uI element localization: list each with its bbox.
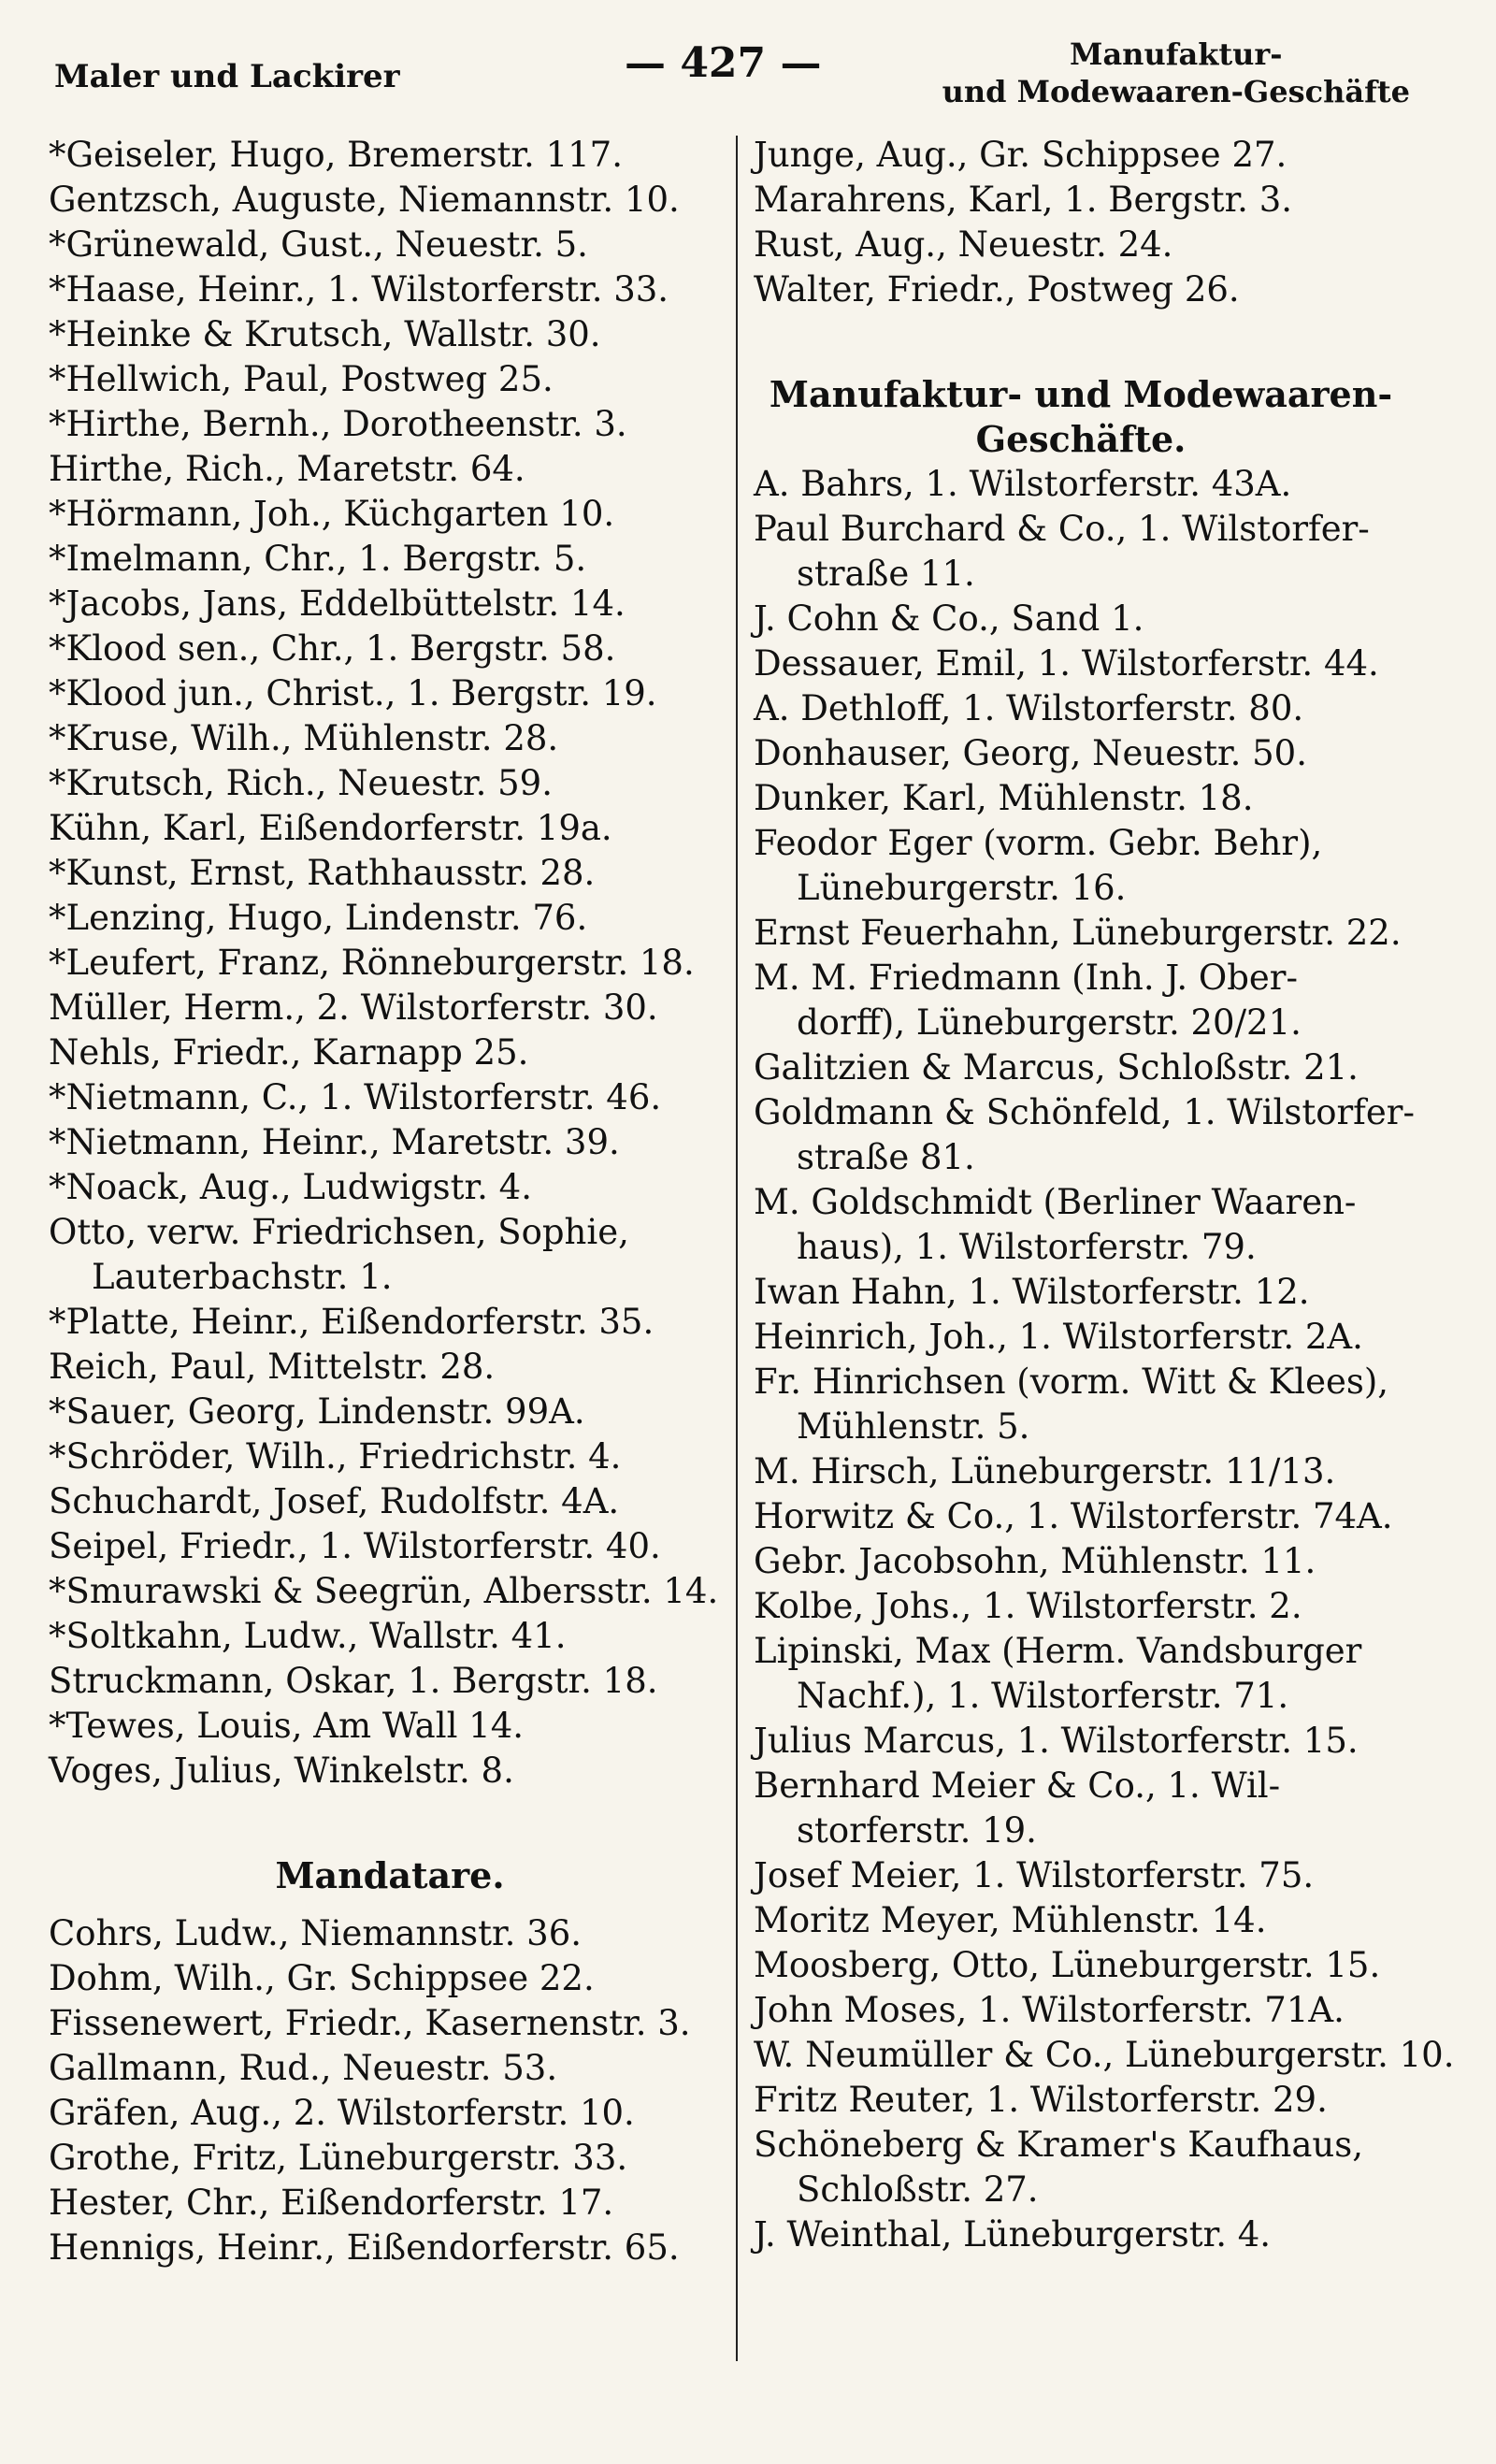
list-item-continuation: Lauterbachstr. 1. [92, 1257, 393, 1297]
running-header-right-line2: und Modewaaren-Geschäfte [942, 74, 1410, 109]
mandatare-list [49, 1911, 731, 2270]
list-item: Gräfen, Aug., 2. Wilstorferstr. 10. [49, 2093, 635, 2133]
list-item: Heinrich, Joh., 1. Wilstorferstr. 2A. [754, 1317, 1363, 1357]
column-divider [736, 136, 738, 2361]
list-item: Junge, Aug., Gr. Schippsee 27. [754, 135, 1287, 175]
list-item: J. Weinthal, Lüneburgerstr. 4. [754, 2214, 1272, 2255]
left-column [49, 133, 731, 2270]
list-item: *Haase, Heinr., 1. Wilstorferstr. 33. [49, 269, 669, 310]
list-item: Hester, Chr., Eißendorferstr. 17. [49, 2183, 614, 2223]
list-item: Hirthe, Rich., Maretstr. 64. [49, 449, 525, 489]
list-item: Fr. Hinrichsen (vorm. Witt & Klees), [754, 1362, 1389, 1402]
list-item: Moosberg, Otto, Lüneburgerstr. 15. [754, 1945, 1381, 1985]
list-item: Dohm, Wilh., Gr. Schippsee 22. [49, 1958, 595, 1998]
list-item: Goldmann & Schönfeld, 1. Wilstorfer- [754, 1092, 1415, 1132]
list-item: Kolbe, Johs., 1. Wilstorferstr. 2. [754, 1586, 1302, 1626]
list-item: Struckmann, Oskar, 1. Bergstr. 18. [49, 1661, 658, 1701]
list-item: Hennigs, Heinr., Eißendorferstr. 65. [49, 2227, 680, 2268]
list-item: W. Neumüller & Co., Lüneburgerstr. 10. [754, 2035, 1455, 2075]
list-item: *Hörmann, Joh., Küchgarten 10. [49, 494, 615, 534]
list-item: Iwan Hahn, 1. Wilstorferstr. 12. [754, 1272, 1310, 1312]
list-item: Ernst Feuerhahn, Lüneburgerstr. 22. [754, 913, 1402, 953]
list-item: *Jacobs, Jans, Eddelbüttelstr. 14. [49, 584, 626, 624]
list-item: Cohrs, Ludw., Niemannstr. 36. [49, 1913, 583, 1953]
list-item: *Sauer, Georg, Lindenstr. 99A. [49, 1391, 585, 1432]
list-item-continuation: haus), 1. Wilstorferstr. 79. [797, 1227, 1257, 1267]
list-item: Gallmann, Rud., Neuestr. 53. [49, 2048, 558, 2088]
painters-list-continued [754, 133, 1408, 312]
list-item: Fritz Reuter, 1. Wilstorferstr. 29. [754, 2080, 1328, 2120]
list-item: Schöneberg & Kramer's Kaufhaus, [754, 2125, 1363, 2165]
section-heading-line2: Geschäfte. [975, 418, 1187, 460]
list-item: Marahrens, Karl, 1. Bergstr. 3. [754, 180, 1293, 220]
list-item: Voges, Julius, Winkelstr. 8. [49, 1751, 514, 1791]
list-item-continuation: dorff), Lüneburgerstr. 20/21. [797, 1002, 1302, 1043]
list-item-continuation: Lüneburgerstr. 16. [797, 868, 1127, 908]
list-item-continuation: Schloßstr. 27. [797, 2169, 1039, 2210]
list-item: Gebr. Jacobsohn, Mühlenstr. 11. [754, 1541, 1316, 1581]
list-item: Müller, Herm., 2. Wilstorferstr. 30. [49, 987, 658, 1028]
list-item: M. M. Friedmann (Inh. J. Ober- [754, 958, 1298, 998]
list-item: *Leufert, Franz, Rönneburgerstr. 18. [49, 943, 695, 983]
shops-list [754, 462, 1455, 2257]
list-item: Horwitz & Co., 1. Wilstorferstr. 74A. [754, 1496, 1393, 1536]
list-item: *Hellwich, Paul, Postweg 25. [49, 359, 554, 399]
list-item: *Smurawski & Seegrün, Albersstr. 14. [49, 1571, 719, 1611]
painters-list [49, 133, 731, 1794]
list-item: A. Bahrs, 1. Wilstorferstr. 43A. [754, 464, 1292, 504]
list-item: *Klood sen., Chr., 1. Bergstr. 58. [49, 628, 616, 669]
list-item: *Noack, Aug., Ludwigstr. 4. [49, 1167, 532, 1207]
list-item: *Hirthe, Bernh., Dorotheenstr. 3. [49, 404, 627, 444]
list-item: John Moses, 1. Wilstorferstr. 71A. [754, 1990, 1345, 2030]
list-item-continuation: straße 81. [797, 1137, 975, 1177]
list-item: J. Cohn & Co., Sand 1. [754, 598, 1144, 639]
right-column [754, 133, 1455, 2257]
list-item: Galitzien & Marcus, Schloßstr. 21. [754, 1047, 1359, 1088]
list-item: Paul Burchard & Co., 1. Wilstorfer- [754, 509, 1370, 549]
list-item: M. Hirsch, Lüneburgerstr. 11/13. [754, 1451, 1336, 1491]
list-item: Kühn, Karl, Eißendorferstr. 19a. [49, 808, 612, 848]
list-item: Reich, Paul, Mittelstr. 28. [49, 1347, 496, 1387]
list-item: Fissenewert, Friedr., Kasernenstr. 3. [49, 2003, 691, 2043]
list-item: Julius Marcus, 1. Wilstorferstr. 15. [754, 1721, 1359, 1761]
list-item: A. Dethloff, 1. Wilstorferstr. 80. [754, 688, 1304, 728]
list-item: *Tewes, Louis, Am Wall 14. [49, 1706, 525, 1746]
list-item: *Platte, Heinr., Eißendorferstr. 35. [49, 1302, 654, 1342]
list-item: Donhauser, Georg, Neuestr. 50. [754, 733, 1307, 773]
list-item-continuation: storferstr. 19. [797, 1810, 1037, 1851]
section-heading-mandatare: Mandatare. [275, 1854, 505, 1896]
list-item: *Krutsch, Rich., Neuestr. 59. [49, 763, 553, 803]
list-item: *Klood jun., Christ., 1. Bergstr. 19. [49, 673, 657, 713]
list-item: *Grünewald, Gust., Neuestr. 5. [49, 224, 588, 265]
list-item-continuation: Nachf.), 1. Wilstorferstr. 71. [797, 1676, 1289, 1716]
list-item: Feodor Eger (vorm. Gebr. Behr), [754, 823, 1323, 863]
running-header-left: Maler und Lackirer [54, 58, 400, 95]
list-item: *Imelmann, Chr., 1. Bergstr. 5. [49, 539, 587, 579]
list-item: *Heinke & Krutsch, Wallstr. 30. [49, 314, 601, 354]
section-heading-line1: Manufaktur- und Modewaaren- [769, 373, 1393, 415]
list-item: *Lenzing, Hugo, Lindenstr. 76. [49, 898, 588, 938]
page-number: — 427 — [625, 39, 822, 87]
list-item: Dunker, Karl, Mühlenstr. 18. [754, 778, 1254, 818]
list-item: Grothe, Fritz, Lüneburgerstr. 33. [49, 2138, 628, 2178]
list-item: Seipel, Friedr., 1. Wilstorferstr. 40. [49, 1526, 661, 1566]
list-item: Gentzsch, Auguste, Niemannstr. 10. [49, 180, 680, 220]
list-item: Dessauer, Emil, 1. Wilstorferstr. 44. [754, 643, 1379, 684]
list-item: M. Goldschmidt (Berliner Waaren- [754, 1182, 1357, 1222]
list-item: Josef Meier, 1. Wilstorferstr. 75. [754, 1855, 1315, 1895]
running-header-right-line1: Manufaktur- [1070, 36, 1283, 72]
list-item: *Schröder, Wilh., Friedrichstr. 4. [49, 1436, 622, 1477]
list-item: *Nietmann, Heinr., Maretstr. 39. [49, 1122, 620, 1162]
list-item: Moritz Meyer, Mühlenstr. 14. [754, 1900, 1267, 1940]
list-item: *Kunst, Ernst, Rathhausstr. 28. [49, 853, 596, 893]
section-heading-manufaktur [754, 372, 1408, 462]
list-item: Walter, Friedr., Postweg 26. [754, 269, 1240, 310]
list-item: Schuchardt, Josef, Rudolfstr. 4A. [49, 1481, 620, 1521]
list-item: *Soltkahn, Ludw., Wallstr. 41. [49, 1616, 567, 1656]
running-header-right [942, 36, 1410, 110]
list-item: Otto, verw. Friedrichsen, Sophie, [49, 1212, 629, 1252]
list-item-continuation: straße 11. [797, 554, 975, 594]
list-item: *Geiseler, Hugo, Bremerstr. 117. [49, 135, 623, 175]
list-item: Lipinski, Max (Herm. Vandsburger [754, 1631, 1362, 1671]
list-item: *Kruse, Wilh., Mühlenstr. 28. [49, 718, 559, 758]
list-item: Bernhard Meier & Co., 1. Wil- [754, 1765, 1281, 1806]
list-item: *Nietmann, C., 1. Wilstorferstr. 46. [49, 1077, 662, 1117]
list-item-continuation: Mühlenstr. 5. [797, 1406, 1030, 1447]
list-item: Nehls, Friedr., Karnapp 25. [49, 1032, 529, 1073]
list-item: Rust, Aug., Neuestr. 24. [754, 224, 1173, 265]
